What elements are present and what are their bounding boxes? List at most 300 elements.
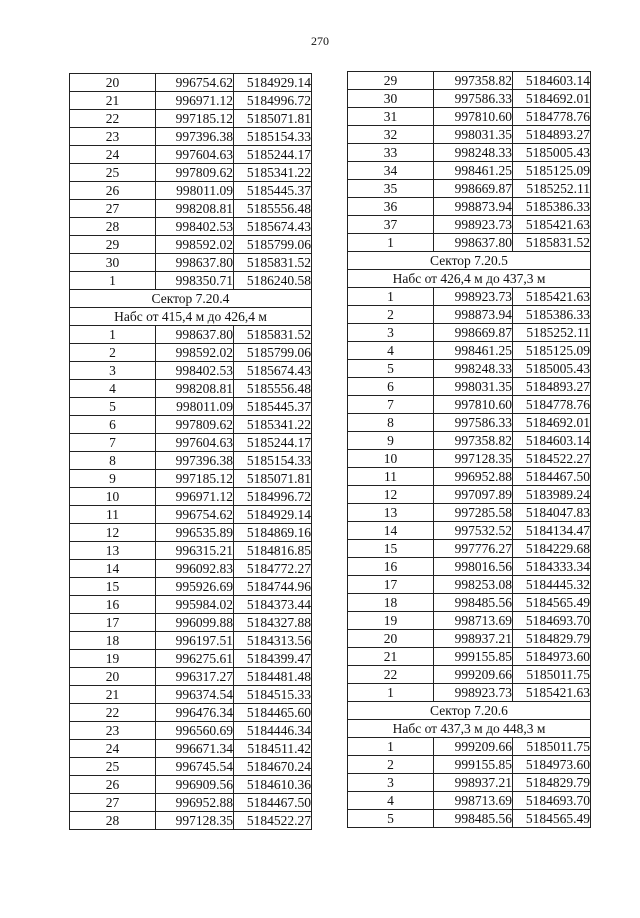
y-coordinate: 5184893.27 — [513, 378, 591, 396]
x-coordinate: 998713.69 — [434, 612, 513, 630]
point-number: 3 — [348, 324, 434, 342]
x-coordinate: 998637.80 — [156, 326, 234, 344]
y-coordinate: 5184565.49 — [513, 594, 591, 612]
x-coordinate: 998402.53 — [156, 218, 234, 236]
x-coordinate: 998011.09 — [156, 182, 234, 200]
table-row — [348, 738, 591, 756]
point-number: 28 — [70, 812, 156, 830]
x-coordinate: 998253.08 — [434, 576, 513, 594]
point-number: 31 — [348, 108, 434, 126]
y-coordinate: 5184445.32 — [513, 576, 591, 594]
point-number: 11 — [70, 506, 156, 524]
x-coordinate: 998461.25 — [434, 162, 513, 180]
y-coordinate: 5185674.43 — [234, 362, 312, 380]
point-number: 1 — [348, 234, 434, 252]
table-row — [70, 452, 312, 470]
sector-header-row — [348, 720, 591, 738]
sector-header-row — [348, 702, 591, 720]
table-row — [70, 524, 312, 542]
x-coordinate: 998873.94 — [434, 306, 513, 324]
y-coordinate: 5185831.52 — [234, 326, 312, 344]
point-number: 13 — [348, 504, 434, 522]
point-number: 4 — [348, 792, 434, 810]
table-row — [70, 110, 312, 128]
y-coordinate: 5184373.44 — [234, 596, 312, 614]
point-number: 15 — [348, 540, 434, 558]
table-row — [70, 812, 312, 830]
x-coordinate: 998461.25 — [434, 342, 513, 360]
table-row — [70, 776, 312, 794]
y-coordinate: 5184465.60 — [234, 704, 312, 722]
point-number: 23 — [70, 722, 156, 740]
table-row — [348, 126, 591, 144]
point-number: 26 — [70, 182, 156, 200]
table-row — [348, 180, 591, 198]
table-row — [70, 362, 312, 380]
y-coordinate: 5184603.14 — [513, 432, 591, 450]
y-coordinate: 5183989.24 — [513, 486, 591, 504]
point-number: 36 — [348, 198, 434, 216]
x-coordinate: 999209.66 — [434, 666, 513, 684]
table-row — [348, 792, 591, 810]
table-row — [70, 794, 312, 812]
y-coordinate: 5185005.43 — [513, 144, 591, 162]
x-coordinate: 995926.69 — [156, 578, 234, 596]
point-number: 34 — [348, 162, 434, 180]
point-number: 2 — [348, 756, 434, 774]
point-number: 20 — [70, 74, 156, 92]
point-number: 6 — [348, 378, 434, 396]
table-row — [70, 668, 312, 686]
table-row — [70, 542, 312, 560]
y-coordinate: 5184778.76 — [513, 396, 591, 414]
table-row — [348, 144, 591, 162]
x-coordinate: 997358.82 — [434, 72, 513, 90]
point-number: 19 — [348, 612, 434, 630]
point-number: 1 — [348, 738, 434, 756]
y-coordinate: 5184670.24 — [234, 758, 312, 776]
table-row — [348, 288, 591, 306]
y-coordinate: 5185386.33 — [513, 306, 591, 324]
x-coordinate: 998592.02 — [156, 236, 234, 254]
point-number: 5 — [348, 810, 434, 828]
y-coordinate: 5184515.33 — [234, 686, 312, 704]
point-number: 28 — [70, 218, 156, 236]
table-row — [348, 432, 591, 450]
x-coordinate: 996197.51 — [156, 632, 234, 650]
point-number: 4 — [348, 342, 434, 360]
x-coordinate: 996754.62 — [156, 74, 234, 92]
point-number: 3 — [70, 362, 156, 380]
y-coordinate: 5184134.47 — [513, 522, 591, 540]
x-coordinate: 998485.56 — [434, 594, 513, 612]
y-coordinate: 5185799.06 — [234, 344, 312, 362]
y-coordinate: 5184693.70 — [513, 612, 591, 630]
point-number: 9 — [348, 432, 434, 450]
x-coordinate: 999155.85 — [434, 648, 513, 666]
x-coordinate: 996745.54 — [156, 758, 234, 776]
x-coordinate: 997809.62 — [156, 416, 234, 434]
x-coordinate: 998485.56 — [434, 810, 513, 828]
table-row — [348, 648, 591, 666]
y-coordinate: 5184973.60 — [513, 756, 591, 774]
x-coordinate: 998937.21 — [434, 774, 513, 792]
table-row — [70, 704, 312, 722]
point-number: 2 — [348, 306, 434, 324]
y-coordinate: 5184327.88 — [234, 614, 312, 632]
table-row — [70, 650, 312, 668]
point-number: 29 — [70, 236, 156, 254]
x-coordinate: 997396.38 — [156, 128, 234, 146]
x-coordinate: 996952.88 — [156, 794, 234, 812]
point-number: 15 — [70, 578, 156, 596]
table-row — [348, 72, 591, 90]
y-coordinate: 5184692.01 — [513, 414, 591, 432]
x-coordinate: 998592.02 — [156, 344, 234, 362]
point-number: 33 — [348, 144, 434, 162]
coordinates-table-right — [347, 71, 591, 828]
y-coordinate: 5185125.09 — [513, 342, 591, 360]
y-coordinate: 5184929.14 — [234, 506, 312, 524]
point-number: 14 — [70, 560, 156, 578]
x-coordinate: 998923.73 — [434, 684, 513, 702]
x-coordinate: 996971.12 — [156, 92, 234, 110]
table-row — [348, 198, 591, 216]
x-coordinate: 996671.34 — [156, 740, 234, 758]
y-coordinate: 5184744.96 — [234, 578, 312, 596]
x-coordinate: 997604.63 — [156, 434, 234, 452]
x-coordinate: 998031.35 — [434, 126, 513, 144]
table-row — [70, 578, 312, 596]
y-coordinate: 5184829.79 — [513, 630, 591, 648]
y-coordinate: 5185341.22 — [234, 164, 312, 182]
point-number: 18 — [348, 594, 434, 612]
table-row — [348, 360, 591, 378]
x-coordinate: 996315.21 — [156, 542, 234, 560]
table-row — [70, 182, 312, 200]
table-row — [70, 416, 312, 434]
point-number: 25 — [70, 164, 156, 182]
point-number: 7 — [348, 396, 434, 414]
table-row — [348, 450, 591, 468]
table-row — [348, 774, 591, 792]
x-coordinate: 998208.81 — [156, 200, 234, 218]
y-coordinate: 5184229.68 — [513, 540, 591, 558]
table-row — [70, 344, 312, 362]
x-coordinate: 996099.88 — [156, 614, 234, 632]
y-coordinate: 5184522.27 — [513, 450, 591, 468]
point-number: 3 — [348, 774, 434, 792]
table-row — [348, 486, 591, 504]
table-row — [70, 74, 312, 92]
point-number: 21 — [70, 92, 156, 110]
sector-header-row — [70, 308, 312, 326]
point-number: 1 — [348, 684, 434, 702]
y-coordinate: 5185252.11 — [513, 324, 591, 342]
point-number: 17 — [348, 576, 434, 594]
x-coordinate: 997185.12 — [156, 110, 234, 128]
table-row — [348, 324, 591, 342]
x-coordinate: 997809.62 — [156, 164, 234, 182]
y-coordinate: 5184313.56 — [234, 632, 312, 650]
point-number: 2 — [70, 344, 156, 362]
x-coordinate: 998923.73 — [434, 288, 513, 306]
table-row — [70, 470, 312, 488]
x-coordinate: 996476.34 — [156, 704, 234, 722]
table-row — [70, 596, 312, 614]
table-row — [70, 92, 312, 110]
table-row — [348, 378, 591, 396]
x-coordinate: 997285.58 — [434, 504, 513, 522]
table-row — [70, 146, 312, 164]
y-coordinate: 5185674.43 — [234, 218, 312, 236]
x-coordinate: 996374.54 — [156, 686, 234, 704]
x-coordinate: 999155.85 — [434, 756, 513, 774]
x-coordinate: 997128.35 — [434, 450, 513, 468]
x-coordinate: 998637.80 — [434, 234, 513, 252]
y-coordinate: 5186240.58 — [234, 272, 312, 290]
table-row — [70, 722, 312, 740]
x-coordinate: 998031.35 — [434, 378, 513, 396]
table-row — [348, 756, 591, 774]
table-row — [348, 108, 591, 126]
y-coordinate: 5184522.27 — [234, 812, 312, 830]
point-number: 1 — [70, 272, 156, 290]
y-coordinate: 5184778.76 — [513, 108, 591, 126]
x-coordinate: 997396.38 — [156, 452, 234, 470]
sector-header: Набс от 437,3 м до 448,3 м — [348, 720, 591, 738]
table-row — [348, 162, 591, 180]
x-coordinate: 997097.89 — [434, 486, 513, 504]
point-number: 13 — [70, 542, 156, 560]
y-coordinate: 5185831.52 — [234, 254, 312, 272]
point-number: 5 — [348, 360, 434, 378]
table-row — [70, 254, 312, 272]
table-row — [348, 468, 591, 486]
point-number: 20 — [70, 668, 156, 686]
y-coordinate: 5184692.01 — [513, 90, 591, 108]
point-number: 16 — [70, 596, 156, 614]
point-number: 30 — [348, 90, 434, 108]
sector-header: Сектор 7.20.5 — [348, 252, 591, 270]
point-number: 23 — [70, 128, 156, 146]
table-row — [70, 236, 312, 254]
x-coordinate: 996275.61 — [156, 650, 234, 668]
x-coordinate: 996909.56 — [156, 776, 234, 794]
x-coordinate: 997604.63 — [156, 146, 234, 164]
point-number: 22 — [70, 110, 156, 128]
point-number: 24 — [70, 740, 156, 758]
point-number: 5 — [70, 398, 156, 416]
y-coordinate: 5184467.50 — [234, 794, 312, 812]
y-coordinate: 5185071.81 — [234, 470, 312, 488]
y-coordinate: 5184996.72 — [234, 92, 312, 110]
table-row — [70, 200, 312, 218]
x-coordinate: 998402.53 — [156, 362, 234, 380]
y-coordinate: 5185799.06 — [234, 236, 312, 254]
x-coordinate: 996317.27 — [156, 668, 234, 686]
y-coordinate: 5185125.09 — [513, 162, 591, 180]
x-coordinate: 999209.66 — [434, 738, 513, 756]
y-coordinate: 5185386.33 — [513, 198, 591, 216]
sector-header-row — [70, 290, 312, 308]
y-coordinate: 5184481.48 — [234, 668, 312, 686]
point-number: 24 — [70, 146, 156, 164]
y-coordinate: 5185244.17 — [234, 434, 312, 452]
x-coordinate: 995984.02 — [156, 596, 234, 614]
table-row — [348, 666, 591, 684]
table-row — [348, 504, 591, 522]
point-number: 27 — [70, 794, 156, 812]
y-coordinate: 5185831.52 — [513, 234, 591, 252]
point-number: 6 — [70, 416, 156, 434]
x-coordinate: 997358.82 — [434, 432, 513, 450]
table-row — [70, 758, 312, 776]
table-row — [348, 216, 591, 234]
point-number: 1 — [348, 288, 434, 306]
point-number: 12 — [348, 486, 434, 504]
x-coordinate: 998208.81 — [156, 380, 234, 398]
y-coordinate: 5184996.72 — [234, 488, 312, 506]
x-coordinate: 998011.09 — [156, 398, 234, 416]
x-coordinate: 998669.87 — [434, 324, 513, 342]
y-coordinate: 5185071.81 — [234, 110, 312, 128]
table-row — [348, 540, 591, 558]
y-coordinate: 5184816.85 — [234, 542, 312, 560]
x-coordinate: 997128.35 — [156, 812, 234, 830]
table-row — [70, 632, 312, 650]
x-coordinate: 998713.69 — [434, 792, 513, 810]
y-coordinate: 5185005.43 — [513, 360, 591, 378]
point-number: 21 — [348, 648, 434, 666]
y-coordinate: 5185556.48 — [234, 380, 312, 398]
y-coordinate: 5185445.37 — [234, 398, 312, 416]
sector-header: Сектор 7.20.6 — [348, 702, 591, 720]
y-coordinate: 5185244.17 — [234, 146, 312, 164]
table-row — [70, 488, 312, 506]
x-coordinate: 997586.33 — [434, 414, 513, 432]
point-number: 22 — [348, 666, 434, 684]
y-coordinate: 5184973.60 — [513, 648, 591, 666]
point-number: 37 — [348, 216, 434, 234]
point-number: 18 — [70, 632, 156, 650]
sector-header-row — [348, 270, 591, 288]
y-coordinate: 5185341.22 — [234, 416, 312, 434]
y-coordinate: 5184772.27 — [234, 560, 312, 578]
point-number: 8 — [348, 414, 434, 432]
x-coordinate: 998937.21 — [434, 630, 513, 648]
table-row — [348, 522, 591, 540]
point-number: 11 — [348, 468, 434, 486]
table-row — [348, 342, 591, 360]
y-coordinate: 5184603.14 — [513, 72, 591, 90]
sector-header-row — [348, 252, 591, 270]
x-coordinate: 998923.73 — [434, 216, 513, 234]
table-row — [348, 612, 591, 630]
x-coordinate: 998248.33 — [434, 144, 513, 162]
point-number: 20 — [348, 630, 434, 648]
y-coordinate: 5184610.36 — [234, 776, 312, 794]
table-row — [348, 810, 591, 828]
table-row — [348, 90, 591, 108]
point-number: 32 — [348, 126, 434, 144]
point-number: 9 — [70, 470, 156, 488]
y-coordinate: 5184399.47 — [234, 650, 312, 668]
point-number: 25 — [70, 758, 156, 776]
x-coordinate: 996535.89 — [156, 524, 234, 542]
point-number: 8 — [70, 452, 156, 470]
point-number: 26 — [70, 776, 156, 794]
point-number: 4 — [70, 380, 156, 398]
x-coordinate: 997532.52 — [434, 522, 513, 540]
table-row — [348, 234, 591, 252]
y-coordinate: 5184446.34 — [234, 722, 312, 740]
table-row — [70, 128, 312, 146]
table-row — [348, 684, 591, 702]
point-number: 35 — [348, 180, 434, 198]
x-coordinate: 998873.94 — [434, 198, 513, 216]
point-number: 27 — [70, 200, 156, 218]
y-coordinate: 5184929.14 — [234, 74, 312, 92]
table-row — [348, 630, 591, 648]
y-coordinate: 5185421.63 — [513, 216, 591, 234]
point-number: 30 — [70, 254, 156, 272]
table-row — [348, 558, 591, 576]
y-coordinate: 5185154.33 — [234, 452, 312, 470]
table-row — [348, 576, 591, 594]
point-number: 19 — [70, 650, 156, 668]
point-number: 7 — [70, 434, 156, 452]
y-coordinate: 5185556.48 — [234, 200, 312, 218]
point-number: 14 — [348, 522, 434, 540]
y-coordinate: 5184565.49 — [513, 810, 591, 828]
x-coordinate: 997810.60 — [434, 108, 513, 126]
table-row — [348, 396, 591, 414]
x-coordinate: 998350.71 — [156, 272, 234, 290]
x-coordinate: 998637.80 — [156, 254, 234, 272]
x-coordinate: 998016.56 — [434, 558, 513, 576]
table-row — [70, 326, 312, 344]
x-coordinate: 996971.12 — [156, 488, 234, 506]
point-number: 16 — [348, 558, 434, 576]
point-number: 21 — [70, 686, 156, 704]
x-coordinate: 997810.60 — [434, 396, 513, 414]
x-coordinate: 996754.62 — [156, 506, 234, 524]
sector-header: Набс от 415,4 м до 426,4 м — [70, 308, 312, 326]
y-coordinate: 5184047.83 — [513, 504, 591, 522]
y-coordinate: 5184893.27 — [513, 126, 591, 144]
x-coordinate: 996092.83 — [156, 560, 234, 578]
point-number: 22 — [70, 704, 156, 722]
x-coordinate: 998669.87 — [434, 180, 513, 198]
table-row — [348, 414, 591, 432]
table-row — [70, 434, 312, 452]
x-coordinate: 997586.33 — [434, 90, 513, 108]
x-coordinate: 998248.33 — [434, 360, 513, 378]
coordinates-table-left — [69, 73, 312, 830]
y-coordinate: 5185252.11 — [513, 180, 591, 198]
sector-header: Сектор 7.20.4 — [70, 290, 312, 308]
y-coordinate: 5184829.79 — [513, 774, 591, 792]
y-coordinate: 5184467.50 — [513, 468, 591, 486]
x-coordinate: 996560.69 — [156, 722, 234, 740]
table-row — [70, 740, 312, 758]
table-row — [70, 686, 312, 704]
point-number: 29 — [348, 72, 434, 90]
y-coordinate: 5185421.63 — [513, 684, 591, 702]
table-row — [348, 306, 591, 324]
x-coordinate: 996952.88 — [434, 468, 513, 486]
